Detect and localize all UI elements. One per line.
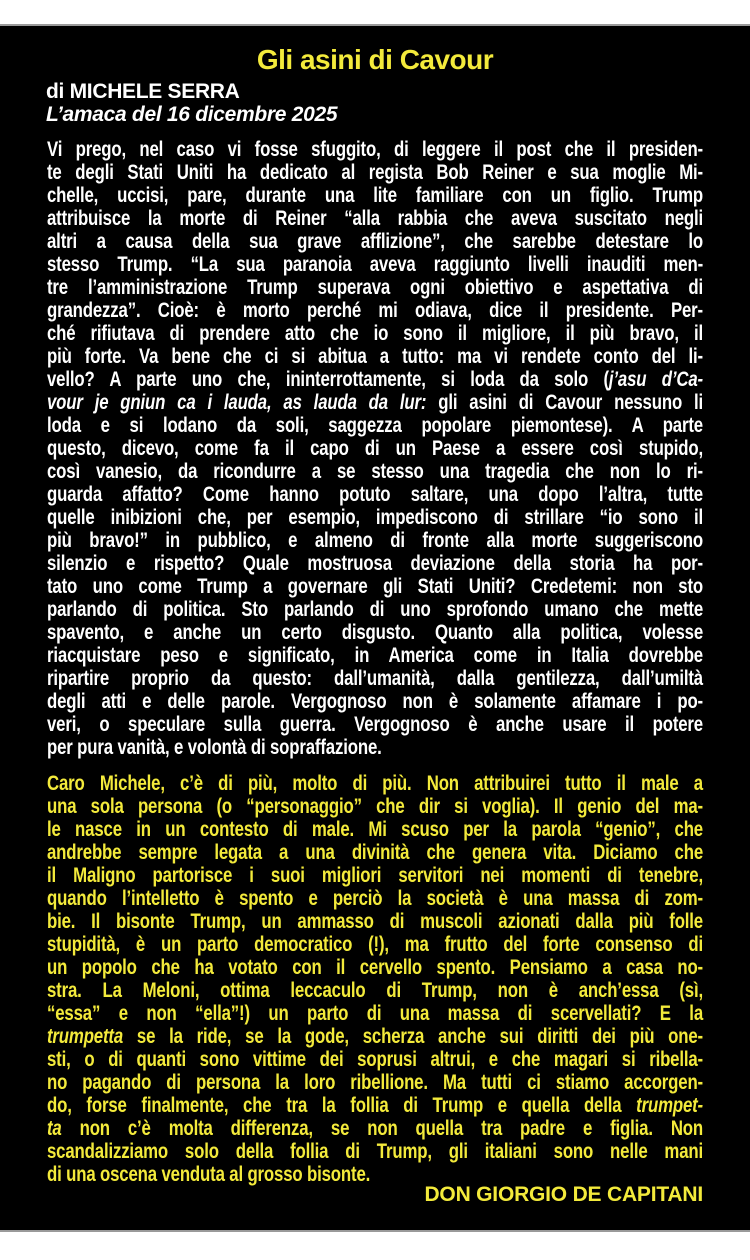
text-line: loda e si lodano da soli, saggezza popolare piemontese). A parte bbox=[47, 414, 703, 437]
text-line: per pura vanità, e volontà di sopraffazione. bbox=[47, 736, 382, 759]
text-line: “essa” e non “ella”!) un parto di una massa di scervellati? E la bbox=[47, 1002, 703, 1025]
text-line: vour je gniun ca i lauda, as lauda da lur: gli asini di Cavour nessuno li bbox=[47, 391, 703, 414]
text-line: parlando di politica. Sto parlando di uno sprofondo umano che mette bbox=[47, 598, 703, 621]
text-line: Caro Michele, c’è di più, molto di più. Non attribuirei tutto il male a bbox=[47, 772, 703, 795]
text-line: no pagando di persona la loro ribellione. Ma tutti ci stiamo accorgen- bbox=[47, 1071, 703, 1094]
paragraph-michele-serra bbox=[47, 138, 703, 759]
text-line: guarda affatto? Come hanno potuto saltare, una dopo l’altra, tutte bbox=[47, 483, 703, 506]
text-line: questo, dicevo, come fa il capo di un Paese a essere così stupido, bbox=[47, 437, 703, 460]
text-line: vello? A parte uno che, ininterrottamente, si loda da solo (j’asu d’Ca- bbox=[47, 368, 703, 391]
text-line: una sola persona (o “personaggio” che dir si voglia). Il genio del ma- bbox=[47, 795, 703, 818]
text-line: bie. Il bisonte Trump, un ammasso di muscoli azionati dalla più folle bbox=[47, 910, 703, 933]
text-line: quelle inibizioni che, per esempio, impediscono di strillare “io sono il bbox=[47, 506, 703, 529]
paragraph-don-giorgio bbox=[47, 772, 703, 1186]
text-line: tato uno come Trump a governare gli Stati Uniti? Credetemi: non sto bbox=[47, 575, 703, 598]
signature: DON GIORGIO DE CAPITANI bbox=[424, 1183, 703, 1206]
text-line: te degli Stati Uniti ha dedicato al regista Bob Reiner e sua moglie Mi- bbox=[47, 161, 703, 184]
text-line: così vanesio, da ricondurre a se stesso una tragedia che non lo ri- bbox=[47, 460, 703, 483]
text-line: altri a causa della sua grave afflizione”, che sarebbe detestare lo bbox=[47, 230, 703, 253]
text-line: ripartire proprio da questo: dall’umanità, dalla gentilezza, dall’umiltà bbox=[47, 667, 703, 690]
text-line: il Maligno partorisce i suoi migliori servitori nei momenti di tenebre, bbox=[47, 864, 703, 887]
text-line: quando l’intelletto è spento e perciò la società è una massa di zom- bbox=[47, 887, 703, 910]
text-line: ta non c’è molta differenza, se non quella tra padre e figlia. Non bbox=[47, 1117, 703, 1140]
text-line: Vi prego, nel caso vi fosse sfuggito, di leggere il post che il presiden- bbox=[47, 138, 703, 161]
text-line: riacquistare peso e significato, in America come in Italia dovrebbe bbox=[47, 644, 703, 667]
byline: di MICHELE SERRA bbox=[46, 80, 240, 103]
text-line: ché rifiutava di prendere atto che io sono il migliore, il più bravo, il bbox=[47, 322, 703, 345]
text-line: sti, o di quanti sono vittime dei soprusi altrui, e che magari si ribella- bbox=[47, 1048, 703, 1071]
text-line: trumpetta se la ride, se la gode, scherza anche sui diritti dei più one- bbox=[47, 1025, 704, 1048]
text-line: do, forse finalmente, che tra la follia di Trump e quella della trumpet- bbox=[47, 1094, 703, 1117]
text-line: più bravo!” in pubblico, e almeno di fronte alla morte suggeriscono bbox=[47, 529, 703, 552]
text-line: degli atti e delle parole. Vergognoso non è solamente affamare i po- bbox=[47, 690, 703, 713]
text-line: stupidità, è un parto democratico (!), ma frutto del forte consenso di bbox=[47, 933, 703, 956]
subtitle: L’amaca del 16 dicembre 2025 bbox=[46, 103, 338, 126]
text-line: stesso Trump. “La sua paranoia aveva raggiunto livelli inauditi men- bbox=[47, 253, 703, 276]
text-line: andrebbe sempre legata a una divinità che genera vita. Diciamo che bbox=[47, 841, 703, 864]
text-line: chelle, uccisi, pare, durante una lite familiare con un figlio. Trump bbox=[47, 184, 703, 207]
text-line: scandalizziamo solo della follia di Trump, gli italiani sono nelle mani bbox=[47, 1140, 703, 1163]
text-line: veri, o speculare sulla guerra. Vergognoso è anche usare il potere bbox=[47, 713, 703, 736]
text-line: spavento, e anche un certo disgusto. Quanto alla politica, volesse bbox=[47, 621, 703, 644]
article-panel bbox=[0, 24, 750, 1232]
text-line: stra. La Meloni, ottima leccaculo di Trump, non è anch’essa (sì, bbox=[47, 979, 703, 1002]
text-line: un popolo che ha votato con il cervello spento. Pensiamo a casa no- bbox=[47, 956, 703, 979]
text-line: le nasce in un contesto di male. Mi scuso per la parola “genio”, che bbox=[47, 818, 703, 841]
text-line: attribuisce la morte di Reiner “alla rabbia che aveva suscitato negli bbox=[47, 207, 703, 230]
text-line: grandezza”. Cioè: è morto perché mi odiava, dice il presidente. Per- bbox=[47, 299, 703, 322]
article-title: Gli asini di Cavour bbox=[256, 44, 494, 75]
text-line: più forte. Va bene che ci si abitua a tutto: ma vi rendete conto del li- bbox=[47, 345, 703, 368]
text-line: tre l’amministrazione Trump superava ogni obiettivo e aspettativa di bbox=[47, 276, 703, 299]
text-line: di una oscena venduta al grosso bisonte. bbox=[47, 1163, 371, 1186]
text-line: silenzio e rispetto? Quale mostruosa deviazione della storia ha por- bbox=[47, 552, 703, 575]
